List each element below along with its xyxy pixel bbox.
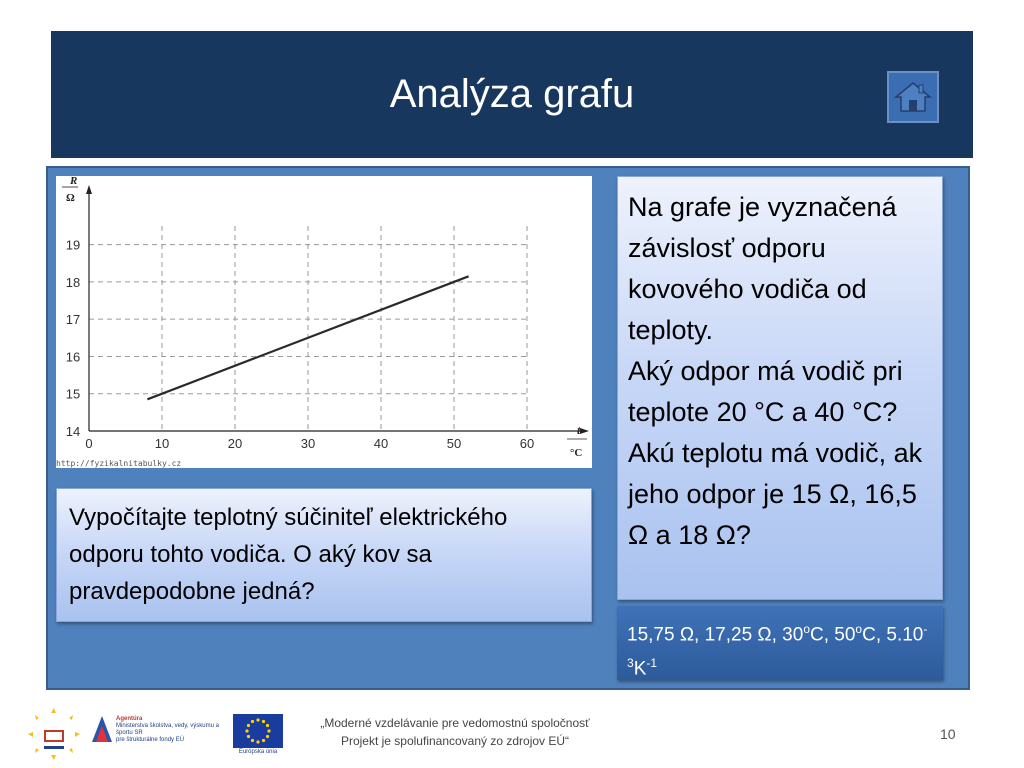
eu-star [256,718,259,721]
eu-star [262,739,265,742]
eu-star [251,739,254,742]
eu-star [247,735,250,738]
home-button[interactable] [887,71,939,123]
education-program-logo [26,706,82,762]
x-axis-unit: °C [570,447,583,459]
resistance-graph [56,176,592,468]
question-box-left: Vypočítajte teplotný súčiniteľ elektrického odporu tohto vodiča. O aký kov sa pravdepodobne jedná? [56,488,592,622]
agency-text-3: pre štrukturálne fondy EÚ [116,737,185,743]
x-tick-label: 30 [300,436,316,451]
answer-sup-1: o [803,622,810,636]
answer-sup-3: -3 [627,622,928,671]
eu-label: Európska únia [238,749,278,755]
y-axis-arrow [86,185,92,194]
eu-star [262,720,265,723]
y-axis-unit: Ω [66,192,75,204]
eu-flag-icon [233,714,283,748]
question-text-2: Aký odpor má vodič pri teplote 20 °C a 40 °C? [628,356,903,427]
slide-title: Analýza grafu [389,72,635,116]
answer-part-4: K [633,658,647,680]
y-tick-label: 19 [65,237,81,253]
answer-part-2: C, 50 [810,624,856,646]
eu-star [256,740,259,743]
eu-star [266,724,269,727]
x-axis-arrow [580,428,589,434]
question-text-1: Na grafe je vyznačená závislosť odporu kovového vodiča od teploty. [628,192,897,345]
eu-star [267,729,270,732]
footer-line-2: Projekt je spolufinancovaný zo zdrojov EÚ“ [340,734,570,748]
page-number: 10 [940,726,956,742]
x-tick-label: 60 [519,436,535,451]
answer-part-3: C, 5.10 [862,624,924,646]
y-tick-label: 17 [65,312,81,328]
y-axis-label: R [70,176,78,187]
home-icon [893,77,933,117]
y-tick-label: 15 [65,386,81,402]
answer-part-1: 15,75 Ω, 17,25 Ω, 30 [627,624,804,646]
y-tick-label: 18 [65,274,81,290]
eu-star [247,724,250,727]
x-axis-label: t [577,423,581,437]
agency-logo-text [116,716,226,744]
x-tick-label: 0 [85,436,93,451]
x-tick-label: 10 [154,436,170,451]
x-tick-label: 50 [446,436,462,451]
x-tick-label: 20 [227,436,243,451]
slide-header [51,31,973,158]
footer-line-1: „Moderné vzdelávanie pre vedomostnú spoločnosť [320,716,590,730]
question-box-right [617,176,943,600]
x-tick-label: 40 [373,436,389,451]
question-text-3: Akú teplotu má vodič, ak jeho odpor je 15 Ω, 16,5 Ω a 18 Ω? [628,438,923,550]
agency-logo [88,712,116,746]
eu-star [245,729,248,732]
answer-sup-4: -1 [646,656,658,671]
answer-box [617,606,943,680]
y-tick-label: 16 [65,349,81,365]
chart-watermark: http://fyzikalnitabulky.cz [56,459,182,468]
y-tick-label: 14 [65,424,81,439]
eu-star [251,720,254,723]
eu-star [266,735,269,738]
answer-sup-2: o [855,622,863,636]
chart-svg [56,176,592,468]
footer-text [300,714,610,750]
agency-text-2: Ministerstva školstva, vedy, výskumu a športu SR [116,723,219,736]
agency-text-1: Agentúra [116,716,143,722]
